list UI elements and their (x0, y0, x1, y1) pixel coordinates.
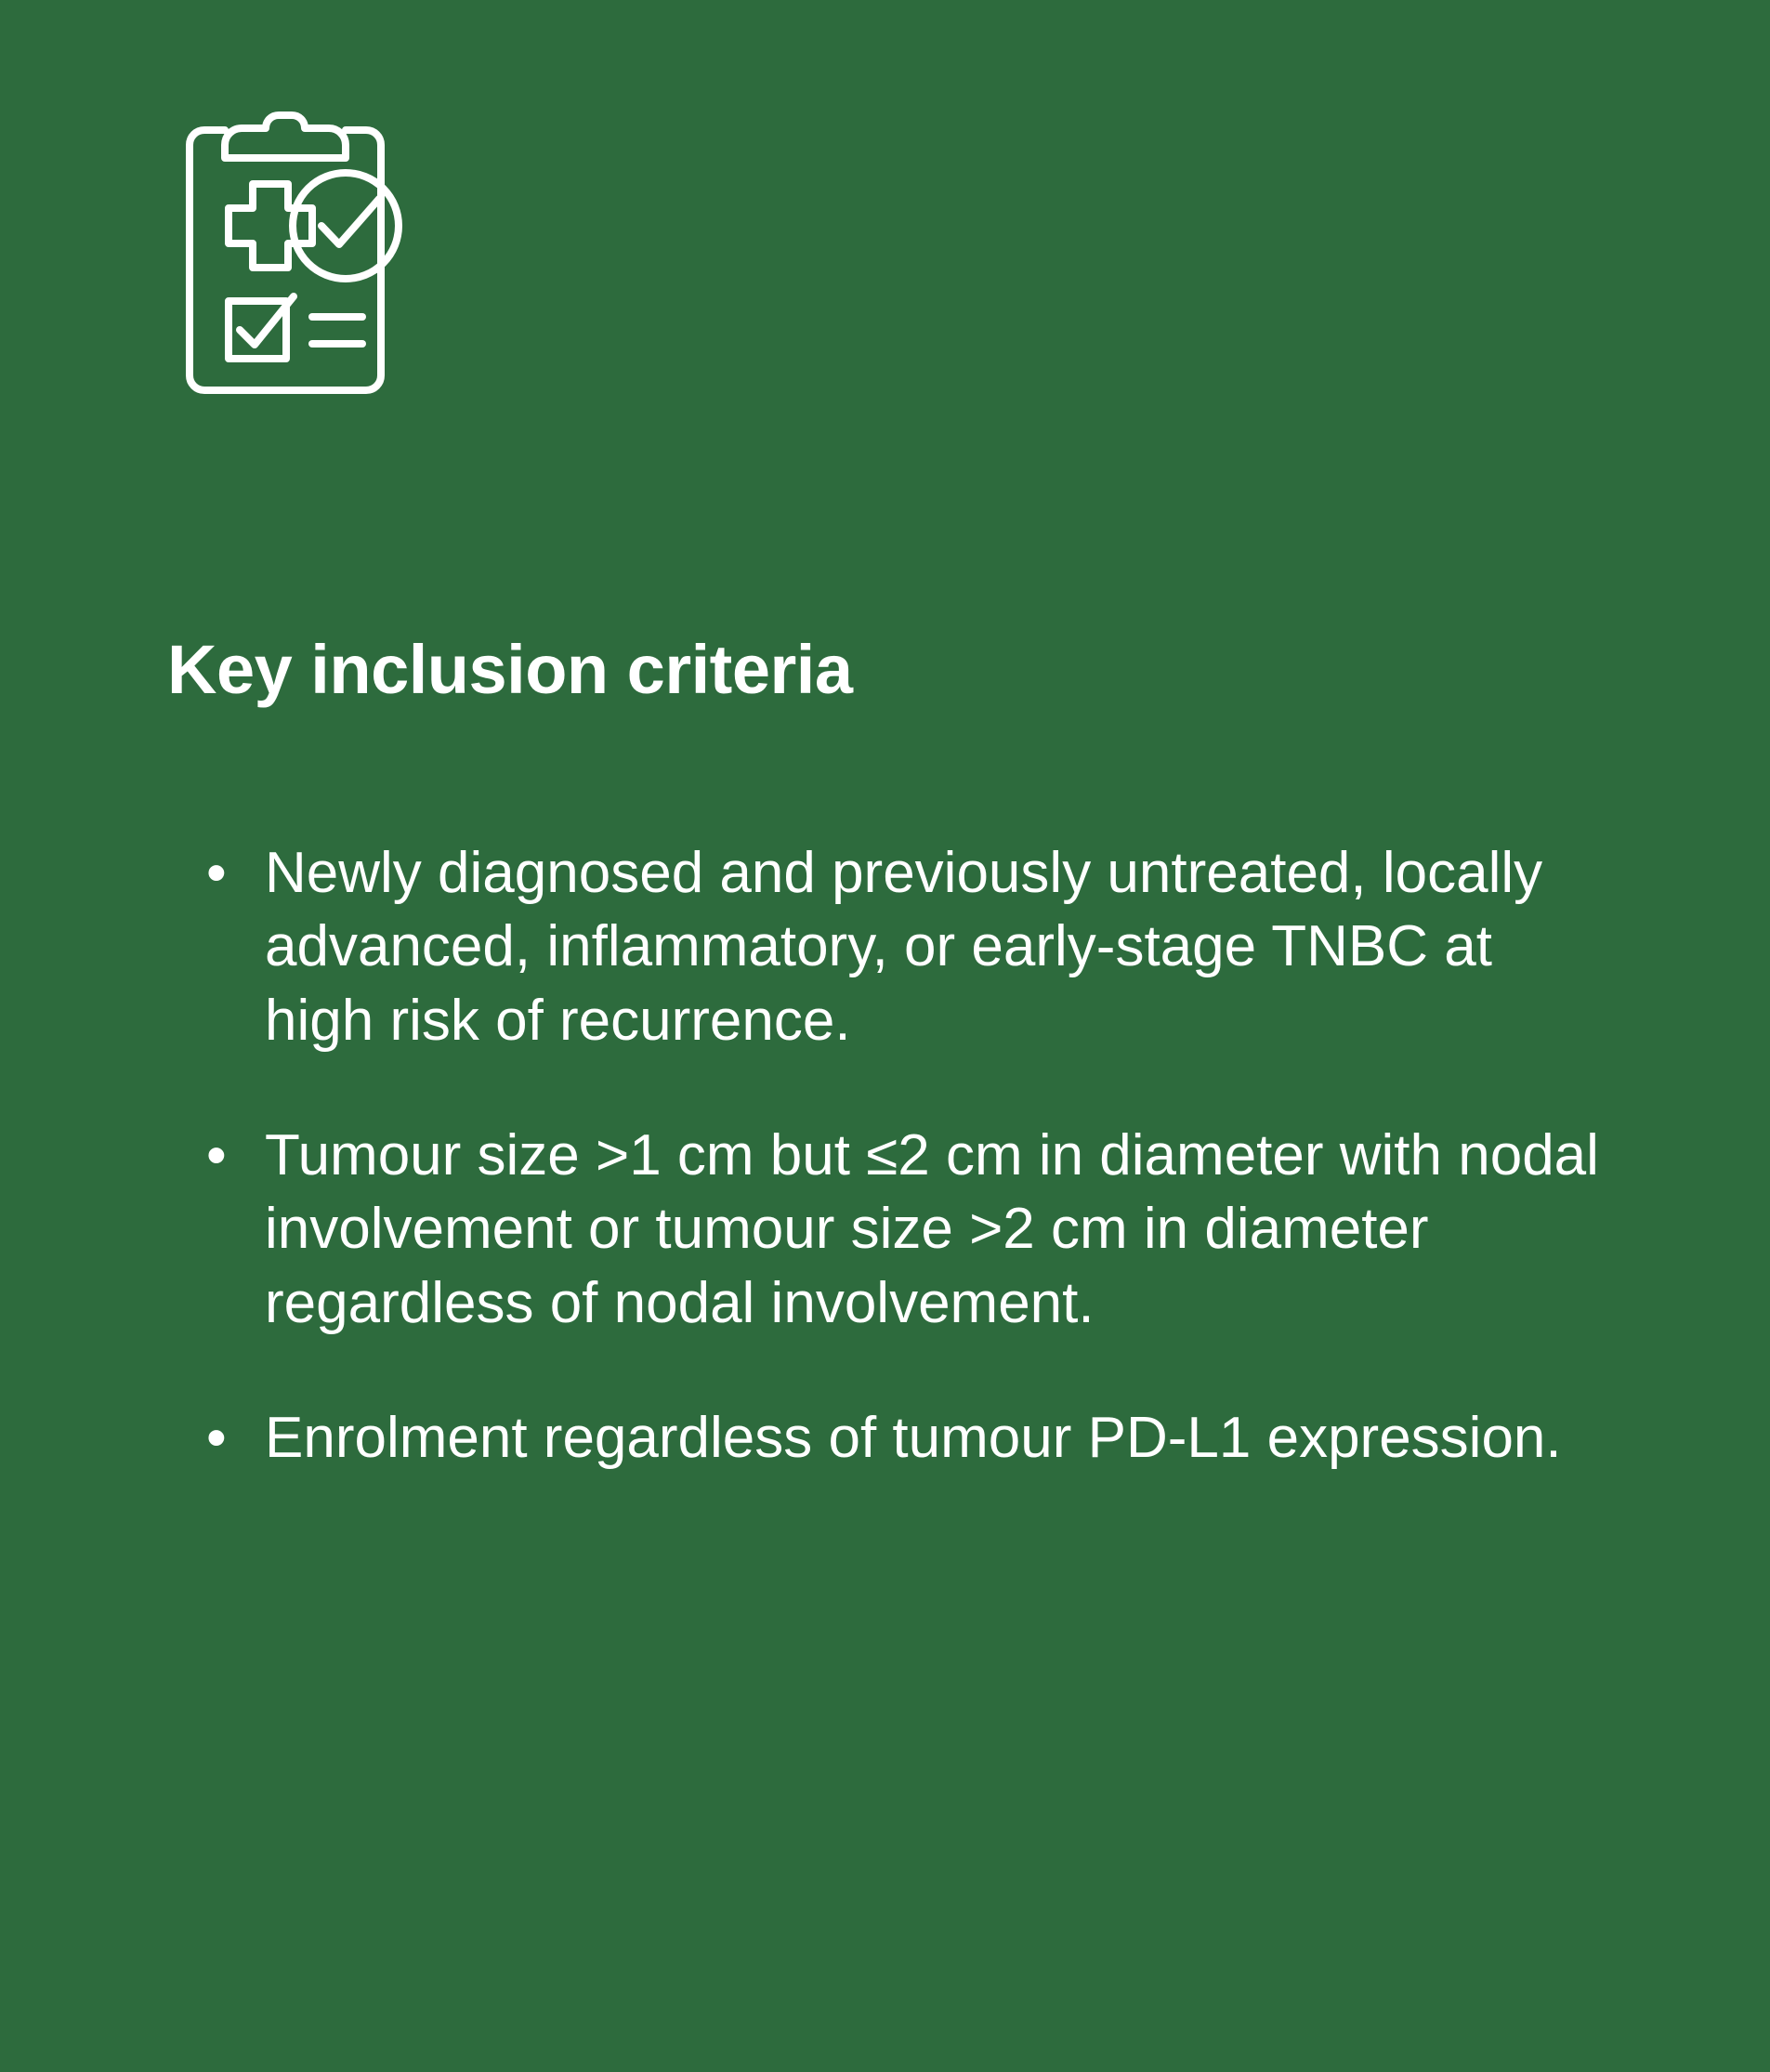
list-item-text: Enrolment regardless of tumour PD-L1 expression. (265, 1406, 1562, 1471)
bullet-marker: • (206, 1123, 227, 1188)
list-item-text: Newly diagnosed and previously untreated, locally advanced, inflammatory, or early-stage TNBC at high risk of recurrence. (265, 841, 1543, 1053)
page-title: Key inclusion criteria (167, 631, 853, 708)
bullet-marker: • (206, 841, 227, 905)
clipboard-checklist-medical-icon (164, 100, 410, 426)
bullet-marker: • (206, 1406, 227, 1471)
list-item (167, 836, 1617, 1057)
list-item-text: Tumour size >1 cm but ≤2 cm in diameter with nodal involvement or tumour size >2 cm in diameter regardless of nodal involvement. (265, 1123, 1599, 1335)
inclusion-criteria-list (167, 836, 1617, 1475)
list-item (167, 1119, 1617, 1340)
list-item (167, 1401, 1617, 1475)
